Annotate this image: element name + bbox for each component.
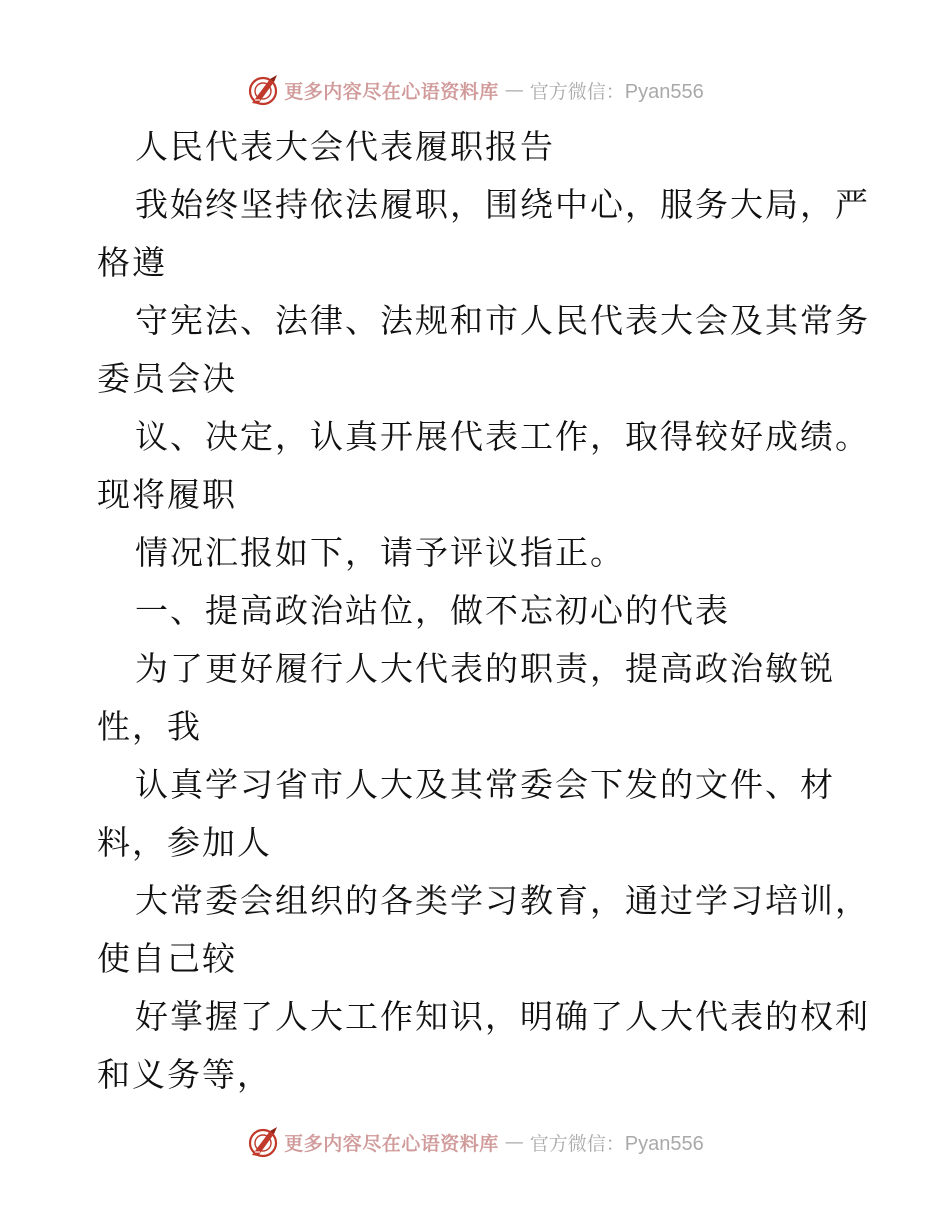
paragraph-line: 性，我: [97, 707, 202, 746]
document-title: 人民代表大会代表履职报告: [135, 127, 555, 166]
paragraph-line: 议、决定，认真开展代表工作，取得较好成绩。: [135, 417, 870, 456]
paragraph-line: 认真学习省市人大及其常委会下发的文件、材: [135, 765, 835, 804]
paragraph-line: 和义务等，: [97, 1055, 272, 1094]
paragraph-line: 使自己较: [97, 939, 237, 978]
footer-banner-contact: [530, 1129, 704, 1156]
footer-banner-text: 更多内容尽在心语资料库: [284, 1132, 499, 1155]
quill-logo-icon: [246, 73, 280, 107]
document-body: [97, 118, 870, 1104]
paragraph-line: 好掌握了人大工作知识，明确了人大代表的权利: [135, 997, 870, 1036]
header-banner-contact: [530, 77, 704, 104]
header-contact-label: 官方微信：: [529, 80, 625, 103]
footer-banner-content: [246, 1125, 704, 1159]
footer-contact-label: 官方微信：: [529, 1132, 625, 1155]
paragraph-line: 现将履职: [97, 475, 237, 514]
footer-contact-id: Pyan556: [624, 1132, 704, 1155]
paragraph-line: 料，参加人: [97, 823, 272, 862]
paragraph-line: 为了更好履行人大代表的职责，提高政治敏锐: [135, 649, 835, 688]
header-contact-id: Pyan556: [624, 80, 704, 103]
header-banner-text: 更多内容尽在心语资料库: [284, 80, 499, 103]
paragraph-line: 大常委会组织的各类学习教育，通过学习培训，: [135, 881, 870, 920]
section-heading: 一、提高政治站位，做不忘初心的代表: [135, 591, 730, 630]
paragraph-line: 我始终坚持依法履职，围绕中心，服务大局，严: [135, 185, 870, 224]
paragraph-line: 情况汇报如下，请予评议指正。: [135, 533, 625, 572]
quill-logo-icon: [246, 1125, 280, 1159]
header-banner-dash: —: [504, 79, 524, 101]
paragraph-line: 委员会决: [97, 359, 237, 398]
paragraph-line: 守宪法、法律、法规和市人民代表大会及其常务: [135, 301, 870, 340]
footer-banner: [0, 1120, 950, 1164]
header-banner-content: [246, 73, 704, 107]
footer-banner-dash: —: [504, 1131, 524, 1153]
paragraph-line: 格遵: [97, 243, 167, 282]
header-banner: [0, 68, 950, 112]
